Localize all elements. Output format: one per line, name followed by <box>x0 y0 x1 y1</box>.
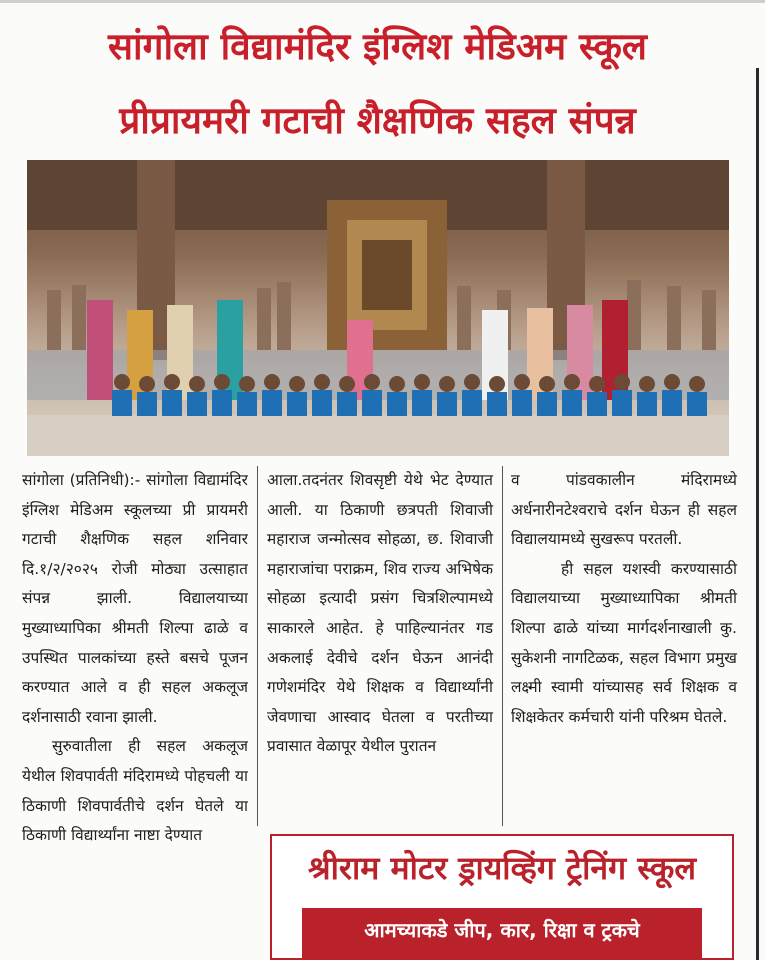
article-paragraph: ही सहल यशस्वी करण्यासाठी विद्यालयाच्या मुख्याध्यापिका श्रीमती शिल्पा ढाळे यांच्या मार्गदर्शनाखाली कु. सुकेशनी नागटिळक, सहल विभाग प्रमुख लक्ष्मी स्वामी यांच्यासह सर्व शिक्षक व शिक्षकेतर कर्मचारी यांनी परिश्रम घेतले. <box>511 559 737 726</box>
headline-line-2: प्रीप्रायमरी गटाची शैक्षणिक सहल संपन्न <box>119 99 636 142</box>
advertisement-box <box>270 834 734 960</box>
advertisement-band: आमच्याकडे जीप, कार, रिक्षा व ट्रकचे <box>302 908 702 960</box>
top-border <box>0 0 765 3</box>
column-divider <box>502 466 503 826</box>
article-paragraph: सुरुवातीला ही सहल अकलूज येथील शिवपार्वती मंदिरामध्ये पोहचली या ठिकाणी शिवपार्वतीचे दर्शन घेतले या ठिकाणी विद्यार्थ्यांना नाष्टा देण्यात <box>22 737 248 845</box>
article-paragraph: आला.तदनंतर शिवसृष्टी येथे भेट देण्यात आली. या ठिकाणी छत्रपती शिवाजी महाराज जन्मोत्सव सोहळा, छ. शिवाजी महाराजांचा पराक्रम, शिव राज्य अभिषेक सोहळा इत्यादी प्रसंग चित्रशिल्पामध्ये साकारले आहेत. हे पाहिल्यानंतर गड अकलाई देवीचे दर्शन घेऊन आनंदी गणेशमंदिर येथे शिक्षक व विद्यार्थ्यांनी जेवणाचा आस्वाद घेतला व परतीच्या प्रवासात वेळापूर येथील पुरातन <box>267 471 493 756</box>
group-photo-illustration <box>27 160 729 456</box>
article-column-2 <box>267 466 493 762</box>
headline-line-1: सांगोला विद्यामंदिर इंग्लिश मेडिअम स्कूल <box>108 25 647 68</box>
article-paragraph: व पांडवकालीन मंदिरामध्ये अर्धनारीनटेश्वराचे दर्शन घेऊन ही सहल विद्यालयामध्ये सुखरूप परतली. <box>511 471 737 549</box>
column-divider <box>257 466 258 826</box>
article-paragraph: सांगोला (प्रतिनिधी):- सांगोला विद्यामंदिर इंग्लिश मेडिअम स्कूलच्या प्री प्रायमरी गटाची शैक्षणिक सहल शनिवार दि.१/२/२०२५ रोजी मोठ्या उत्साहात संपन्न झाली. विद्यालयाच्या मुख्याध्यापिका श्रीमती शिल्पा ढाळे व उपस्थित पालकांच्या हस्ते बसचे पूजन करण्यात आले व ही सहल अकलूज दर्शनासाठी रवाना झाली. <box>22 471 248 726</box>
group-photo <box>27 160 729 456</box>
article-column-1 <box>22 466 248 960</box>
advertisement-title: श्रीराम मोटर ड्रायव्हिंग ट्रेनिंग स्कूल <box>307 849 697 887</box>
right-column-rule <box>756 68 759 960</box>
article-column-3 <box>511 466 737 732</box>
